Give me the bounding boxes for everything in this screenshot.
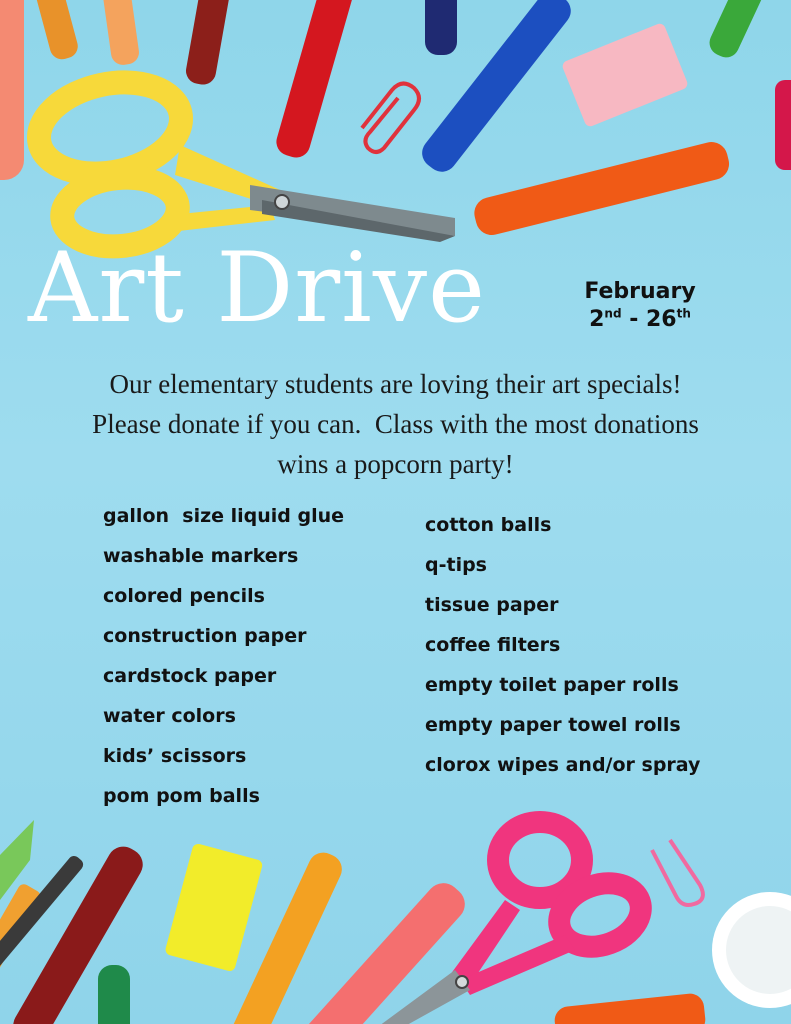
supply-item: colored pencils	[103, 585, 265, 607]
date-month: February	[584, 279, 696, 304]
supply-item: clorox wipes and/or spray	[425, 754, 701, 776]
intro-line: wins a popcorn party!	[277, 449, 514, 479]
supply-item: kids’ scissors	[103, 745, 247, 767]
date-days	[572, 306, 708, 334]
start-day-suffix: nd	[604, 306, 622, 321]
supply-item: tissue paper	[425, 594, 559, 616]
end-day-suffix: th	[676, 306, 691, 321]
supply-item: washable markers	[103, 545, 299, 567]
date-separator: -	[621, 307, 646, 332]
intro-line: Please donate if you can. Class with the most donations	[92, 409, 699, 439]
supply-item: construction paper	[103, 625, 307, 647]
date-range	[572, 278, 708, 334]
intro-text	[20, 364, 771, 484]
supply-item: water colors	[103, 705, 236, 727]
supply-item: cotton balls	[425, 514, 552, 536]
poster-title: Art Drive	[28, 232, 486, 344]
supply-item: q-tips	[425, 554, 487, 576]
supply-item: gallon size liquid glue	[103, 505, 345, 527]
supply-item: empty toilet paper rolls	[425, 674, 679, 696]
supplies-list-left	[103, 502, 344, 822]
supplies-list-right	[425, 511, 700, 791]
bottom-supplies	[0, 820, 791, 1024]
end-day: 26	[646, 307, 677, 332]
yellow-scissors	[30, 70, 455, 252]
supply-item: cardstock paper	[103, 665, 277, 687]
supply-item: pom pom balls	[103, 785, 260, 807]
top-crayons	[0, 0, 791, 238]
intro-line: Our elementary students are loving their art specials!	[109, 369, 682, 399]
start-day: 2	[589, 307, 605, 332]
supply-item: empty paper towel rolls	[425, 714, 681, 736]
supply-item: coffee filters	[425, 634, 561, 656]
